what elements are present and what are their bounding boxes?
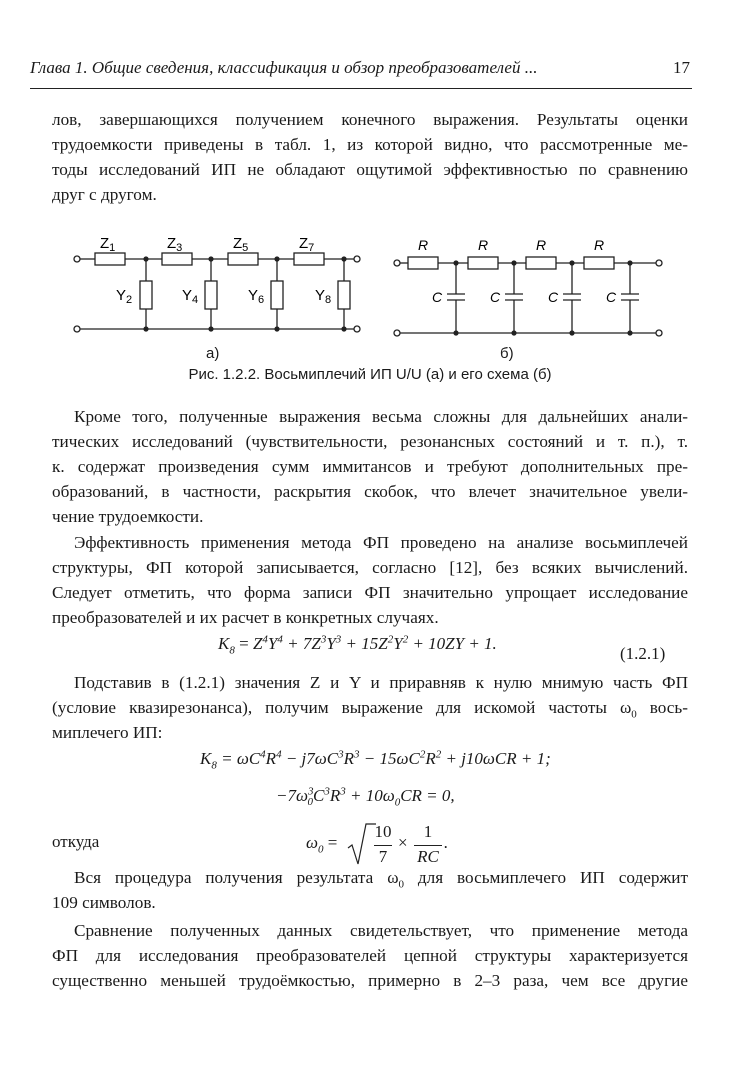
figure-label-a: а) bbox=[206, 345, 220, 362]
resistor-2 bbox=[468, 257, 498, 269]
terminal-icon bbox=[354, 326, 360, 332]
r-label: R bbox=[594, 237, 605, 253]
chapter-title: Глава 1. Общие сведения, классификация и обзор преобразователей ... bbox=[30, 58, 538, 77]
impedance-z5 bbox=[228, 253, 258, 265]
terminal-icon bbox=[354, 256, 360, 262]
admittance-y2 bbox=[140, 281, 152, 309]
terminal-icon bbox=[394, 260, 400, 266]
circuit-diagrams bbox=[52, 226, 688, 356]
running-header bbox=[30, 58, 690, 84]
z7-label: $Z_7$ bbox=[299, 235, 315, 254]
y6-label: $Y_6$ bbox=[248, 287, 265, 306]
y2-label: $Y_2$ bbox=[116, 287, 133, 306]
c-label: C bbox=[606, 289, 617, 305]
text-line: Следует отметить, что форма записи ФП значительно упрощает исследование bbox=[52, 583, 688, 602]
text-line: тоды исследований ИП не обладают ощутимой эффективностью по сравнению bbox=[52, 160, 688, 179]
paragraph-2 bbox=[52, 404, 688, 529]
text-line: образований, в частности, раскрытия скобок, что влечет значительное увели- bbox=[52, 482, 688, 501]
text-line: Подставив в (1.2.1) значения Z и Y и приравняв к нулю мнимую часть ФП bbox=[74, 673, 688, 692]
impedance-z3 bbox=[162, 253, 192, 265]
equation-1-2-1: $K_8 = Z^4Y^4 + 7Z^3Y^3 + 15Z^2Y^2 + 10ZY + 1$. bbox=[218, 633, 497, 657]
text-line: трудоемкости приведены в табл. 1, из которой видно, что рассмотренные ме- bbox=[52, 135, 688, 154]
impedance-z7 bbox=[294, 253, 324, 265]
text-line: чение трудоемкости. bbox=[52, 507, 204, 526]
admittance-y8 bbox=[338, 281, 350, 309]
r-label: R bbox=[536, 237, 547, 253]
page-number: 17 bbox=[673, 58, 690, 77]
admittance-y6 bbox=[271, 281, 283, 309]
z1-label: $Z_1$ bbox=[100, 235, 116, 254]
y4-label: $Y_4$ bbox=[182, 287, 199, 306]
text-line: Кроме того, полученные выражения весьма сложны для дальнейших анали- bbox=[74, 407, 688, 426]
paragraph-1 bbox=[52, 107, 688, 207]
paragraph-3 bbox=[52, 530, 688, 630]
z5-label: $Z_5$ bbox=[233, 235, 249, 254]
header-divider bbox=[30, 88, 692, 89]
circuit-figure bbox=[52, 226, 688, 356]
text-line: структуры, ФП которой записывается, согласно [12], без всяких вычислений. bbox=[52, 558, 688, 577]
terminal-icon bbox=[656, 330, 662, 336]
impedance-z1 bbox=[95, 253, 125, 265]
text-line: 109 символов. bbox=[52, 893, 156, 912]
paragraph-5 bbox=[52, 865, 688, 915]
paragraph-6 bbox=[52, 918, 688, 993]
equation-number: (1.2.1) bbox=[620, 644, 666, 663]
c-label: C bbox=[432, 289, 443, 305]
figure-caption: Рис. 1.2.2. Восьмиплечий ИП U/U (а) и его схема (б) bbox=[188, 366, 552, 383]
text-line: миплечего ИП: bbox=[52, 723, 163, 742]
r-label: R bbox=[418, 237, 429, 253]
r-label: R bbox=[478, 237, 489, 253]
c-label: C bbox=[490, 289, 501, 305]
text-line: друг с другом. bbox=[52, 185, 157, 204]
admittance-y4 bbox=[205, 281, 217, 309]
resistor-3 bbox=[526, 257, 556, 269]
paragraph-4 bbox=[52, 670, 688, 745]
equation-k8: $K_8 = \omega C^4R^4 - j7\omega C^3R^3 - 15\omega C^2R^2 + j10\omega CR + 1$; bbox=[200, 748, 551, 772]
terminal-icon bbox=[74, 256, 80, 262]
y8-label: $Y_8$ bbox=[315, 287, 332, 306]
z3-label: $Z_3$ bbox=[167, 235, 183, 254]
terminal-icon bbox=[74, 326, 80, 332]
lead-word: откуда bbox=[52, 832, 100, 851]
text-line: (условие квазирезонанса), получим выражение для искомой частоты $\omega_0$ вось- bbox=[52, 698, 688, 721]
text-line: Сравнение полученных данных свидетельствует, что применение метода bbox=[74, 921, 688, 940]
text-line: тических исследований (чувствительности, резонансных состояний и т. п.), т. bbox=[52, 432, 688, 451]
text-line: ФП для исследования преобразователей цепной структуры характеризуется bbox=[52, 946, 688, 965]
resistor-4 bbox=[584, 257, 614, 269]
text-line: существенно меньшей трудоёмкостью, примерно в 2–3 раза, чем все другие bbox=[52, 971, 688, 990]
text-line: преобразователей и их расчет в конкретных случаях. bbox=[52, 608, 439, 627]
text-line: Эффективность применения метода ФП проведено на анализе восьмиплечей bbox=[74, 533, 688, 552]
terminal-icon bbox=[656, 260, 662, 266]
terminal-icon bbox=[394, 330, 400, 336]
figure-label-b: б) bbox=[500, 345, 514, 362]
resistor-1 bbox=[408, 257, 438, 269]
text-line: Вся процедура получения результата $\omega_0$ для восьмиплечего ИП содержит bbox=[74, 868, 688, 891]
c-label: C bbox=[548, 289, 559, 305]
text-line: лов, завершающихся получением конечного выражения. Результаты оценки bbox=[52, 110, 688, 129]
text-line: к. содержат произведения сумм иммитансов и требуют дополнительных пре- bbox=[52, 457, 688, 476]
equation-resonance: $-7\omega^3_0C^3R^3 + 10\omega_0CR = 0$, bbox=[276, 785, 455, 809]
